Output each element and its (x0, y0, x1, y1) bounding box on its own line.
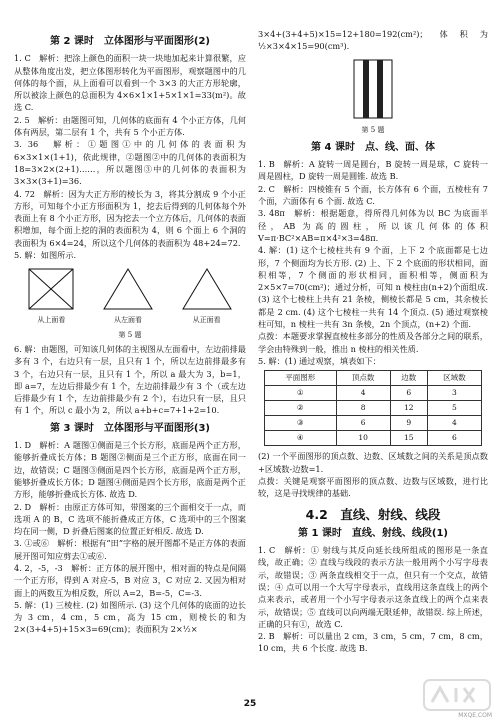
answer-paragraph: 2. D 解析：由原正方体可知，带图案的三个面相交于一点，而选项 A 的 B，C 选项不能折叠成正方体，C 选项中的三个图案均在同一侧，D 折叠后图案的位置正好相反. 故选 D. (14, 501, 246, 537)
table-cell: ④ (265, 431, 337, 446)
view-front (179, 265, 235, 326)
table-cell: 8 (336, 401, 390, 416)
right-column (258, 28, 488, 655)
table-cell: 3 (427, 386, 481, 401)
table-row (265, 431, 482, 446)
answer-paragraph: 4. 解：(1) 这个七棱柱共有 9 个面，上下 2 个底面都是七边形，7 个侧面均为长方形. (2) 上、下 2 个底面的形状相同，面积相等，7 个侧面的形状相同，面积相等，侧面积为 2×5×7=70(cm²)；通过分析，可知 n 棱柱由(n+2)个面组成. (3) 这个七棱柱上共有 21 条棱，侧棱长都是 5 cm，其余棱长都是 2 cm. (4) 这个七棱柱一共有 14 个顶点. (5) 通过观察棱柱可知，n 棱柱一共有 3n 条棱，2n 个顶点，(n+2) 个面. (258, 245, 488, 330)
table-header-cell: 平面图形 (265, 371, 337, 386)
square-with-diagonals-shape (25, 265, 77, 313)
answer-paragraph: (2) 一个平面图形的顶点数、边数、区域数之间的关系是顶点数+区域数-边数=1. (258, 451, 488, 474)
answer-paragraph: 4. 2，-5，-3 解析：正方体的展开图中，相对面的特点是间隔一个正方形，得到 A 对应-5，B 对应 3，C 对应 2. 又因为相对面上的两数互为相反数，所以 A=2，B=-5，C=-3. (14, 562, 246, 598)
table-cell: 15 (390, 431, 427, 446)
table-cell: 6 (427, 431, 481, 446)
answer-paragraph: 1. B 解析：A 旋转一周是圆台，B 旋转一周是球，C 旋转一周是圆柱，D 旋转一周是圆锥. 故选 B. (258, 159, 488, 182)
tip-paragraph: 点拨：关键是观察平面图形的顶点数、边数与区域数，进行比较，这是寻找规律的基础. (258, 475, 488, 499)
answer-paragraph: 3×4+(3+4+5)×15=12+180=192(cm²)；体积为 ½×3×4×15=90(cm³). (258, 29, 488, 52)
table-row (265, 401, 482, 416)
table-cell: 6 (336, 416, 390, 431)
table-header-cell: 区域数 (427, 371, 481, 386)
figure-prism-net (258, 57, 488, 123)
left-column (14, 30, 246, 636)
answer-paragraph: 3. 48π 解析：根据题意，得所得几何体为以 BC 为底面半径，AB 为高的圆柱，所以该几何体的体积 V=π·BC²×AB=π×4²×3=48π. (258, 208, 488, 243)
tip-paragraph: 点拨：本题要求掌握直棱柱多部分的性质及各部分之间的联系，学会由特殊到一般，推出 n 棱柱的相关性质. (258, 331, 488, 354)
table-header-cell: 边数 (390, 371, 427, 386)
answer-paragraph: 5. 解：(1) 三棱柱. (2) 如图所示. (3) 这个几何体的底面的边长为 3 cm，4 cm，5 cm，高为 15 cm，则棱长的和为 2×(3+4+5)+15×3=69(cm)；表面积为 2×½× (14, 599, 246, 635)
table-header-row (265, 371, 482, 386)
view-left (100, 265, 156, 326)
data-table (264, 370, 482, 446)
answer-paragraph: 3. ①或⑥ 解析：根据有“田”字格的展开图都不是正方体的表面展开图可知应剪去①或⑥. (14, 538, 246, 561)
section-title: 第 3 课时 立体图形与平面图形(3) (49, 422, 211, 434)
answer-paragraph: 4. 72 解析：因为大正方形的棱长为 3，将其分割成 9 个小正方形，可知每个小正方形面积为 1，挖去后得到的几何体每个外表面上有 8 个小正方形，因为挖去一个立方体后，几何体的表面积增加，每个面上挖的洞的表面积为 4，则 6 个面上 6 个洞的表面积为 6×4=24，所以这个几何体的表面积为 48+24=72. (14, 188, 246, 248)
answer-paragraph: 3. 36 解析：①题图①中的几何体的表面积为 6×3×1×(1+1)，依此规律，②题图②中的几何体的表面积为 18=3×2×(2+1)……，所以题图③中的几何体的表面积为 3×3×(3+1)=36. (14, 139, 246, 187)
table-cell: 6 (390, 386, 427, 401)
table-cell: 12 (390, 401, 427, 416)
answer-paragraph: 2. B 解析：可以量出 2 cm，3 cm，5 cm，7 cm，8 cm，10 cm，共 6 个长度. 故选 B. (258, 631, 488, 654)
table-cell: ③ (265, 416, 337, 431)
answer-paragraph: 6. 解：由题图，可知该几何体的主视图从左面看中，左边前排最多有 3 个，右边只有一层，且只有 1 个，所以左边前排最多有 3 个，右边只有一层，且只有 1 个，所以 a 最大为 3，b=1，即 a=7，左边后排最少有 1 个，左边前排最少有 3 个（或左边后排最少有 1 个，左边前排最少有 2 个），右边只有一层，且只有 1 个，所以 c 最小为 2，所以 a+b+c=7+1+2=10. (14, 343, 246, 416)
table-row (265, 416, 482, 431)
view-top (25, 265, 77, 326)
table-cell: 5 (427, 401, 481, 416)
answer-paragraph: 1. D 解析：A 题图①侧面是三个长方形，底面是两个正方形，能够折叠成长方体；B 题图②侧面是三个正方形，底面在同一边，故错误；C 题图③侧面是四个长方形，底面是两个正方形，能够折叠成长方体；D 题图④侧面是四个长方形，底面是两个正方形，能够折叠成长方体. 故选 D. (14, 440, 246, 500)
table-cell: ① (265, 386, 337, 401)
answer-paragraph: 5. 解：如图所示. (14, 250, 77, 261)
figure-number: 第 5 题 (361, 125, 385, 134)
table-header-cell: 顶点数 (336, 371, 390, 386)
view-caption: 从左面看 (113, 316, 142, 325)
chapter-title: 4.2 直线、射线、线段 (305, 507, 441, 523)
watermark-url: MXQE.COM (458, 711, 492, 719)
table-cell: 9 (390, 416, 427, 431)
table-cell: 4 (427, 416, 481, 431)
answer-paragraph: 2. 5 解析：由题图可知，几何体的底面有 4 个小正方体，几何体有两层，第二层有 1 个，共有 5 个小正方体. (14, 114, 246, 138)
figure-number: 第 5 题 (118, 330, 142, 339)
triangle-shape (100, 265, 156, 313)
view-caption: 从正面看 (192, 316, 221, 325)
answer-paragraph: 1. C 解析：① 射线与其反向延长线所组成的图形是一条直线，故正确；② 直线与线段的表示方法一般用两个小写字母表示，故错误；③ 两条直线相交于一点，但只有一个交点，故错误；④ 点可以用一个大写字母表示，直线用这条直线上的两个点来表示，或者用一个小写字母表示这条直线上的两个点来表示，故错误；⑤ 直线可以向两端无限延伸，故错误. 综上所述，正确的只有①，故选 C. (258, 545, 488, 629)
page-number: 25 (243, 699, 257, 709)
answer-paragraph: 1. C 解析：把涂上颜色的面积一块一块地加起来计算很繁，应从整体角度出发，把立体图形转化为平面图形，观察题图中的几何体的每个面，从上面看可以看到一个 3×3 的大正方形轮廓，所以被涂上颜色的总面积为 4×6×1×1+5×1×1=33(m²)。故选 C. (14, 53, 246, 113)
table-cell: ② (265, 401, 337, 416)
answer-paragraph: 2. C 解析：四棱锥有 5 个面，长方体有 6 个面，五棱柱有 7 个面，六面体有 6 个面. 故选 C. (258, 183, 488, 207)
table-row (265, 386, 482, 401)
section-title: 第 2 课时 立体图形与平面图形(2) (49, 36, 211, 47)
section-title: 第 1 课时 直线、射线、线段(1) (297, 527, 449, 539)
section-title: 第 4 课时 点、线、面、体 (311, 141, 435, 153)
answer-paragraph: 5. 解：(1) 通过观察，填表如下： (258, 355, 381, 366)
table-cell: 4 (336, 386, 390, 401)
rectangle-net-shape (350, 57, 396, 123)
triangle-shape (179, 265, 235, 313)
table-cell: 10 (336, 431, 390, 446)
view-caption: 从上面看 (37, 316, 66, 325)
figure-three-views (14, 265, 246, 326)
